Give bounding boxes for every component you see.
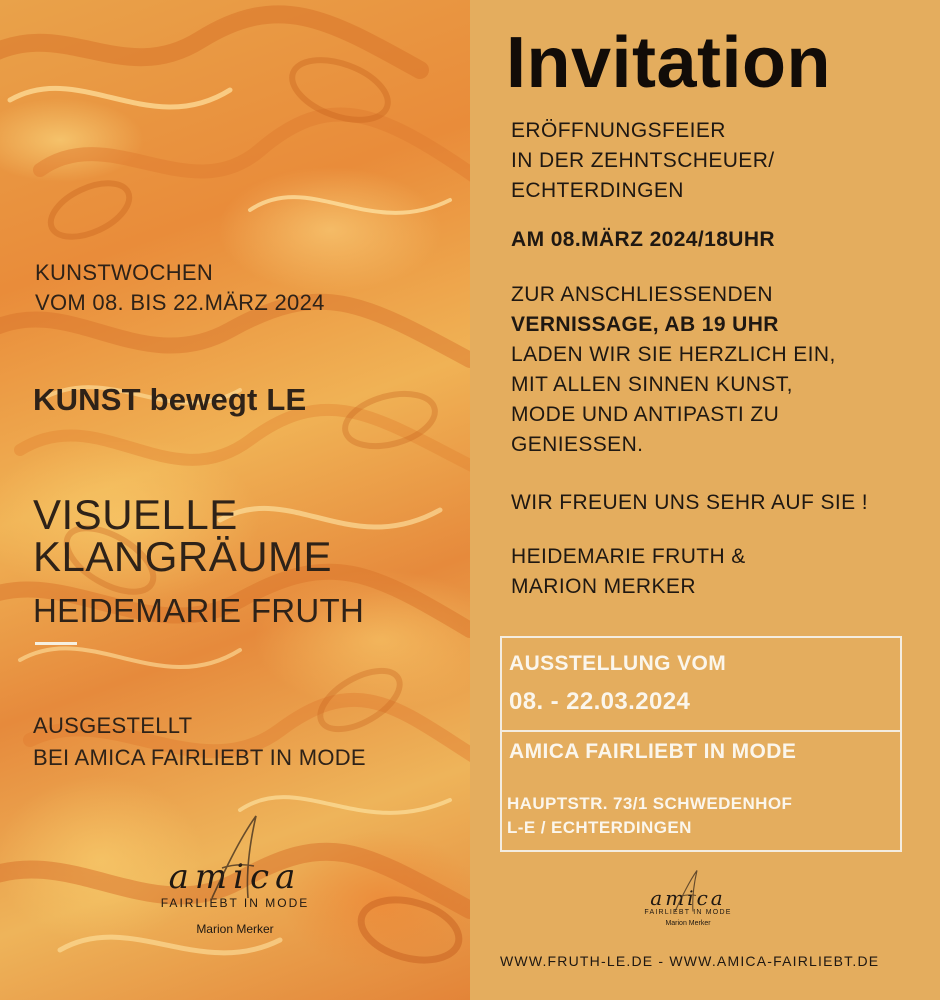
welcome-line: WIR FREUEN UNS SEHR AUF SIE ! — [511, 491, 868, 514]
kunstwochen-dates — [35, 258, 325, 318]
invitation-heading: Invitation — [506, 23, 831, 103]
exhibition-info-box — [500, 636, 902, 852]
info-panel — [470, 0, 940, 1000]
venue-address — [507, 792, 792, 840]
exhibited-at — [33, 710, 366, 774]
vernissage-line: GENIESSEN. — [511, 433, 644, 456]
exhibited-at-label: AUSGESTELLT — [33, 713, 193, 738]
address-line: HAUPTSTR. 73/1 SCHWEDENHOF — [507, 794, 793, 813]
logo-script: amica — [168, 857, 302, 897]
amica-logo-small — [625, 888, 751, 927]
amica-logo-large — [130, 857, 340, 936]
vernissage-line: MODE UND ANTIPASTI ZU — [511, 403, 780, 426]
host-line: HEIDEMARIE FRUTH & — [511, 545, 746, 568]
vernissage-line: ZUR ANSCHLIESSENDEN — [511, 283, 773, 306]
vernissage-line: MIT ALLEN SINNEN KUNST, — [511, 373, 793, 396]
script-a-monogram-icon — [204, 812, 264, 902]
box-divider — [502, 730, 900, 732]
opening-line: ECHTERDINGEN — [511, 179, 684, 202]
opening-ceremony — [511, 116, 775, 206]
vernissage-text — [511, 280, 836, 460]
opening-line: ERÖFFNUNGSFEIER — [511, 119, 726, 142]
artist-name: HEIDEMARIE FRUTH — [33, 592, 365, 629]
website-links[interactable]: WWW.FRUTH-LE.DE - WWW.AMICA-FAIRLIEBT.DE — [500, 953, 880, 969]
opening-line: IN DER ZEHNTSCHEUER/ — [511, 149, 775, 172]
exhibited-at-venue: BEI AMICA FAIRLIEBT IN MODE — [33, 745, 366, 770]
exhibition-title-line2: KLANGRÄUME — [33, 533, 333, 580]
logo-tagline: FAIRLIEBT IN MODE — [160, 896, 310, 910]
kunstwochen-label: KUNSTWOCHEN — [35, 260, 214, 285]
host-line: MARION MERKER — [511, 575, 696, 598]
hosts-signature — [511, 542, 746, 602]
title-divider — [35, 642, 77, 645]
exhibition-dates: 08. - 22.03.2024 — [509, 688, 691, 715]
logo-tagline: FAIRLIEBT IN MODE — [644, 909, 732, 916]
script-a-monogram-icon — [671, 868, 701, 914]
exhibition-label: AUSSTELLUNG VOM — [509, 652, 727, 675]
exhibition-title-line1: VISUELLE — [33, 491, 238, 538]
opening-date: AM 08.MÄRZ 2024/18UHR — [511, 228, 775, 251]
logo-owner: Marion Merker — [665, 920, 711, 927]
event-title: KUNST bewegt LE — [33, 382, 307, 417]
venue-name: AMICA FAIRLIEBT IN MODE — [509, 740, 797, 763]
logo-script: amica — [650, 886, 726, 910]
vernissage-line: LADEN WIR SIE HERZLICH EIN, — [511, 343, 836, 366]
kunstwochen-range: VOM 08. BIS 22.MÄRZ 2024 — [35, 290, 325, 315]
address-line: L-E / ECHTERDINGEN — [507, 818, 692, 837]
logo-owner: Marion Merker — [196, 922, 274, 936]
exhibition-title — [33, 491, 333, 580]
vernissage-time: VERNISSAGE, AB 19 UHR — [511, 313, 779, 336]
